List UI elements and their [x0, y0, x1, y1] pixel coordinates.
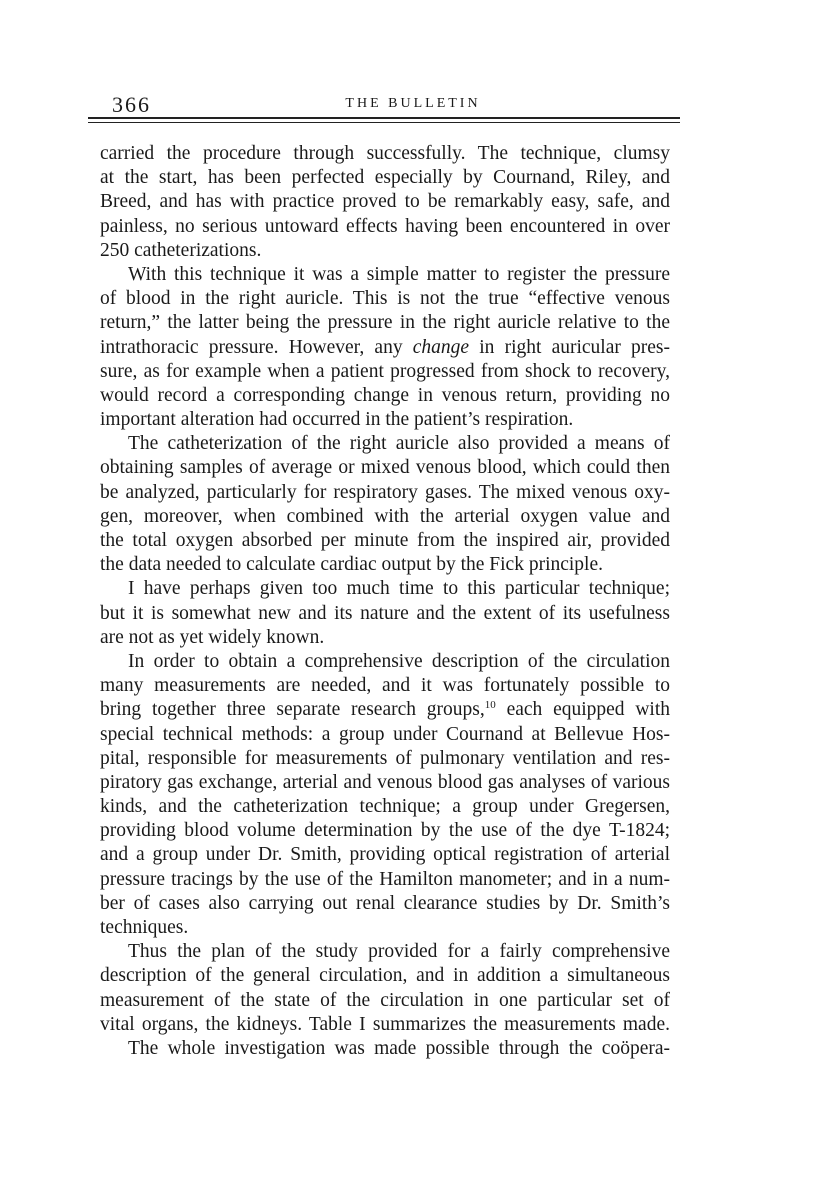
text-line: return,” the latter being the pressure in the right auricle relative to the — [100, 312, 670, 334]
emphasis-text: change — [412, 336, 470, 358]
text-line: carried the procedure through successfully. The technique, clumsy — [100, 143, 670, 164]
text-fragment: intrathoracic pressure. However, any — [100, 336, 403, 358]
header-rule-bottom — [88, 122, 680, 123]
running-head: THE BULLETIN — [345, 96, 481, 111]
footnote-reference: 10 — [484, 699, 496, 712]
text-line: description of the general circulation, and in addition a simultaneous — [100, 965, 670, 987]
text-line: sure, as for example when a patient progressed from shock to recovery, — [100, 360, 670, 382]
text-fragment: in right auricular pres- — [479, 336, 671, 358]
text-line: but it is somewhat new and its nature and the extent of its usefulness — [100, 602, 670, 624]
text-line: important alteration had occurred in the patient’s respiration. — [100, 409, 574, 431]
text-line: With this technique it was a simple matter to register the pressure — [128, 263, 670, 285]
text-line: measurement of the state of the circulation in one particular set of — [100, 989, 670, 1011]
text-line: kinds, and the catheterization technique; a group under Gregersen, — [100, 796, 670, 818]
text-line: I have perhaps given too much time to this particular technique; — [128, 578, 670, 600]
text-fragment: each equipped with — [506, 699, 671, 721]
text-line: The whole investigation was made possible through the coöpera- — [128, 1037, 670, 1059]
text-line: and a group under Dr. Smith, providing optical registration of arterial — [100, 844, 670, 866]
header-rule-top — [88, 117, 680, 119]
text-line — [100, 698, 670, 722]
text-line: techniques. — [100, 917, 189, 938]
body-text — [100, 142, 670, 1061]
text-line: gen, moreover, when combined with the arterial oxygen value and — [100, 505, 670, 527]
text-line: the data needed to calculate cardiac output by the Fick principle. — [100, 554, 604, 576]
text-line: In order to obtain a comprehensive description of the circulation — [128, 650, 670, 672]
text-line: would record a corresponding change in venous return, providing no — [100, 384, 670, 406]
text-line: 250 catheterizations. — [100, 239, 262, 261]
page-number: 366 — [112, 92, 151, 117]
text-line: the total oxygen absorbed per minute from the inspired air, provided — [100, 530, 670, 551]
text-line: painless, no serious untoward effects having been encountered in over — [100, 215, 670, 237]
text-line: piratory gas exchange, arterial and venous blood gas analyses of various — [100, 771, 670, 793]
text-line: ber of cases also carrying out renal clearance studies by Dr. Smith’s — [100, 892, 670, 914]
text-line: many measurements are needed, and it was fortunately possible to — [100, 675, 670, 697]
text-line: pital, responsible for measurements of pulmonary ventilation and res- — [100, 747, 670, 769]
text-line: Breed, and has with practice proved to be remarkably easy, safe, and — [100, 191, 670, 213]
text-line: be analyzed, particularly for respiratory gases. The mixed venous oxy- — [100, 481, 670, 503]
text-line: are not as yet widely known. — [100, 626, 325, 648]
text-fragment: bring together three separate research groups, — [100, 699, 485, 721]
text-line: of blood in the right auricle. This is not the true “effective venous — [100, 288, 670, 310]
text-line: providing blood volume determination by the use of the dye T-1824; — [100, 820, 670, 842]
text-line: special technical methods: a group under Cournand at Bellevue Hos- — [100, 723, 670, 745]
text-line: vital organs, the kidneys. Table I summarizes the measurements made. — [100, 1013, 670, 1035]
text-line: Thus the plan of the study provided for a fairly comprehensive — [128, 941, 670, 963]
text-line: at the start, has been perfected especially by Cournand, Riley, and — [100, 167, 670, 189]
text-line: pressure tracings by the use of the Hamilton manometer; and in a num- — [100, 868, 670, 890]
text-line: obtaining samples of average or mixed venous blood, which could then — [100, 457, 670, 479]
text-line: The catheterization of the right auricle also provided a means of — [128, 433, 670, 455]
text-line — [100, 336, 670, 360]
